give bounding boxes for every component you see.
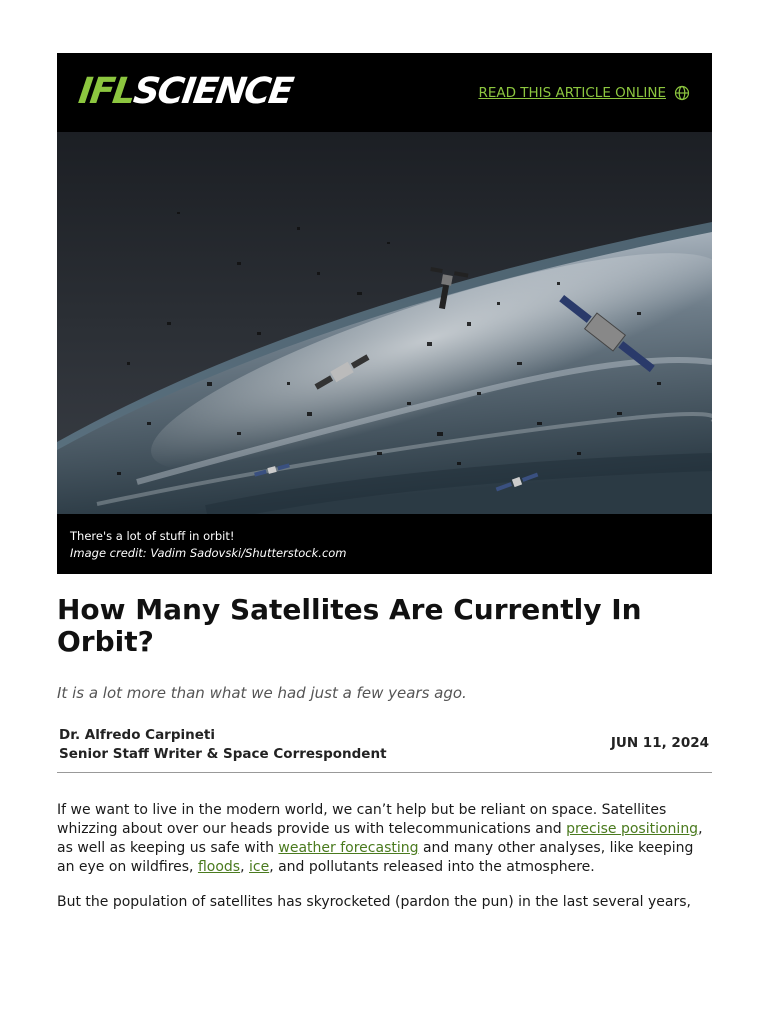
link-weather-forecasting[interactable]: weather forecasting — [278, 840, 419, 856]
link-floods[interactable]: floods — [197, 859, 241, 875]
iflscience-logo[interactable] — [76, 69, 295, 113]
link-ice[interactable]: ice — [249, 859, 270, 875]
divider — [57, 772, 712, 773]
article-paragraph-1 — [57, 801, 712, 877]
text-run: , and pollutants released into the atmosphere. — [269, 859, 595, 875]
read-online-link[interactable] — [478, 85, 690, 101]
article-subtitle: It is a lot more than what we had just a few years ago. — [57, 684, 467, 702]
image-credit: Image credit: Vadim Sadovski/Shutterstock.com — [70, 546, 347, 560]
read-online-label: READ THIS ARTICLE ONLINE — [478, 85, 666, 101]
caption-text: There's a lot of stuff in orbit! — [70, 529, 235, 543]
newsletter-header — [57, 53, 712, 132]
author-block — [59, 726, 387, 764]
text-run: , — [240, 859, 249, 875]
article-paragraph-2: But the population of satellites has skyrocketed (pardon the pun) in the last several years, — [57, 894, 691, 910]
image-caption — [57, 514, 712, 574]
author-role: Senior Staff Writer & Space Correspondent — [59, 746, 387, 762]
publish-date: JUN 11, 2024 — [610, 735, 709, 751]
text-run: and many other analyses, like keeping an eye on wildfires, — [57, 840, 694, 875]
hero-image — [57, 132, 712, 514]
text-run: If we want to live in the modern world, we can’t help but be reliant on space. Satellites whizzing about over our heads provide us with telecommunications and — [57, 802, 667, 837]
text-run: , as well as keeping us safe with — [57, 821, 703, 856]
space-debris-illustration — [57, 132, 712, 514]
logo-science: SCIENCE — [131, 70, 295, 112]
author-name: Dr. Alfredo Carpineti — [59, 727, 215, 743]
link-precise-positioning[interactable]: precise positioning — [566, 821, 699, 837]
globe-icon — [674, 85, 690, 101]
logo-ifl: IFL — [76, 70, 137, 112]
article-title: How Many Satellites Are Currently In Orbit? — [57, 593, 642, 658]
